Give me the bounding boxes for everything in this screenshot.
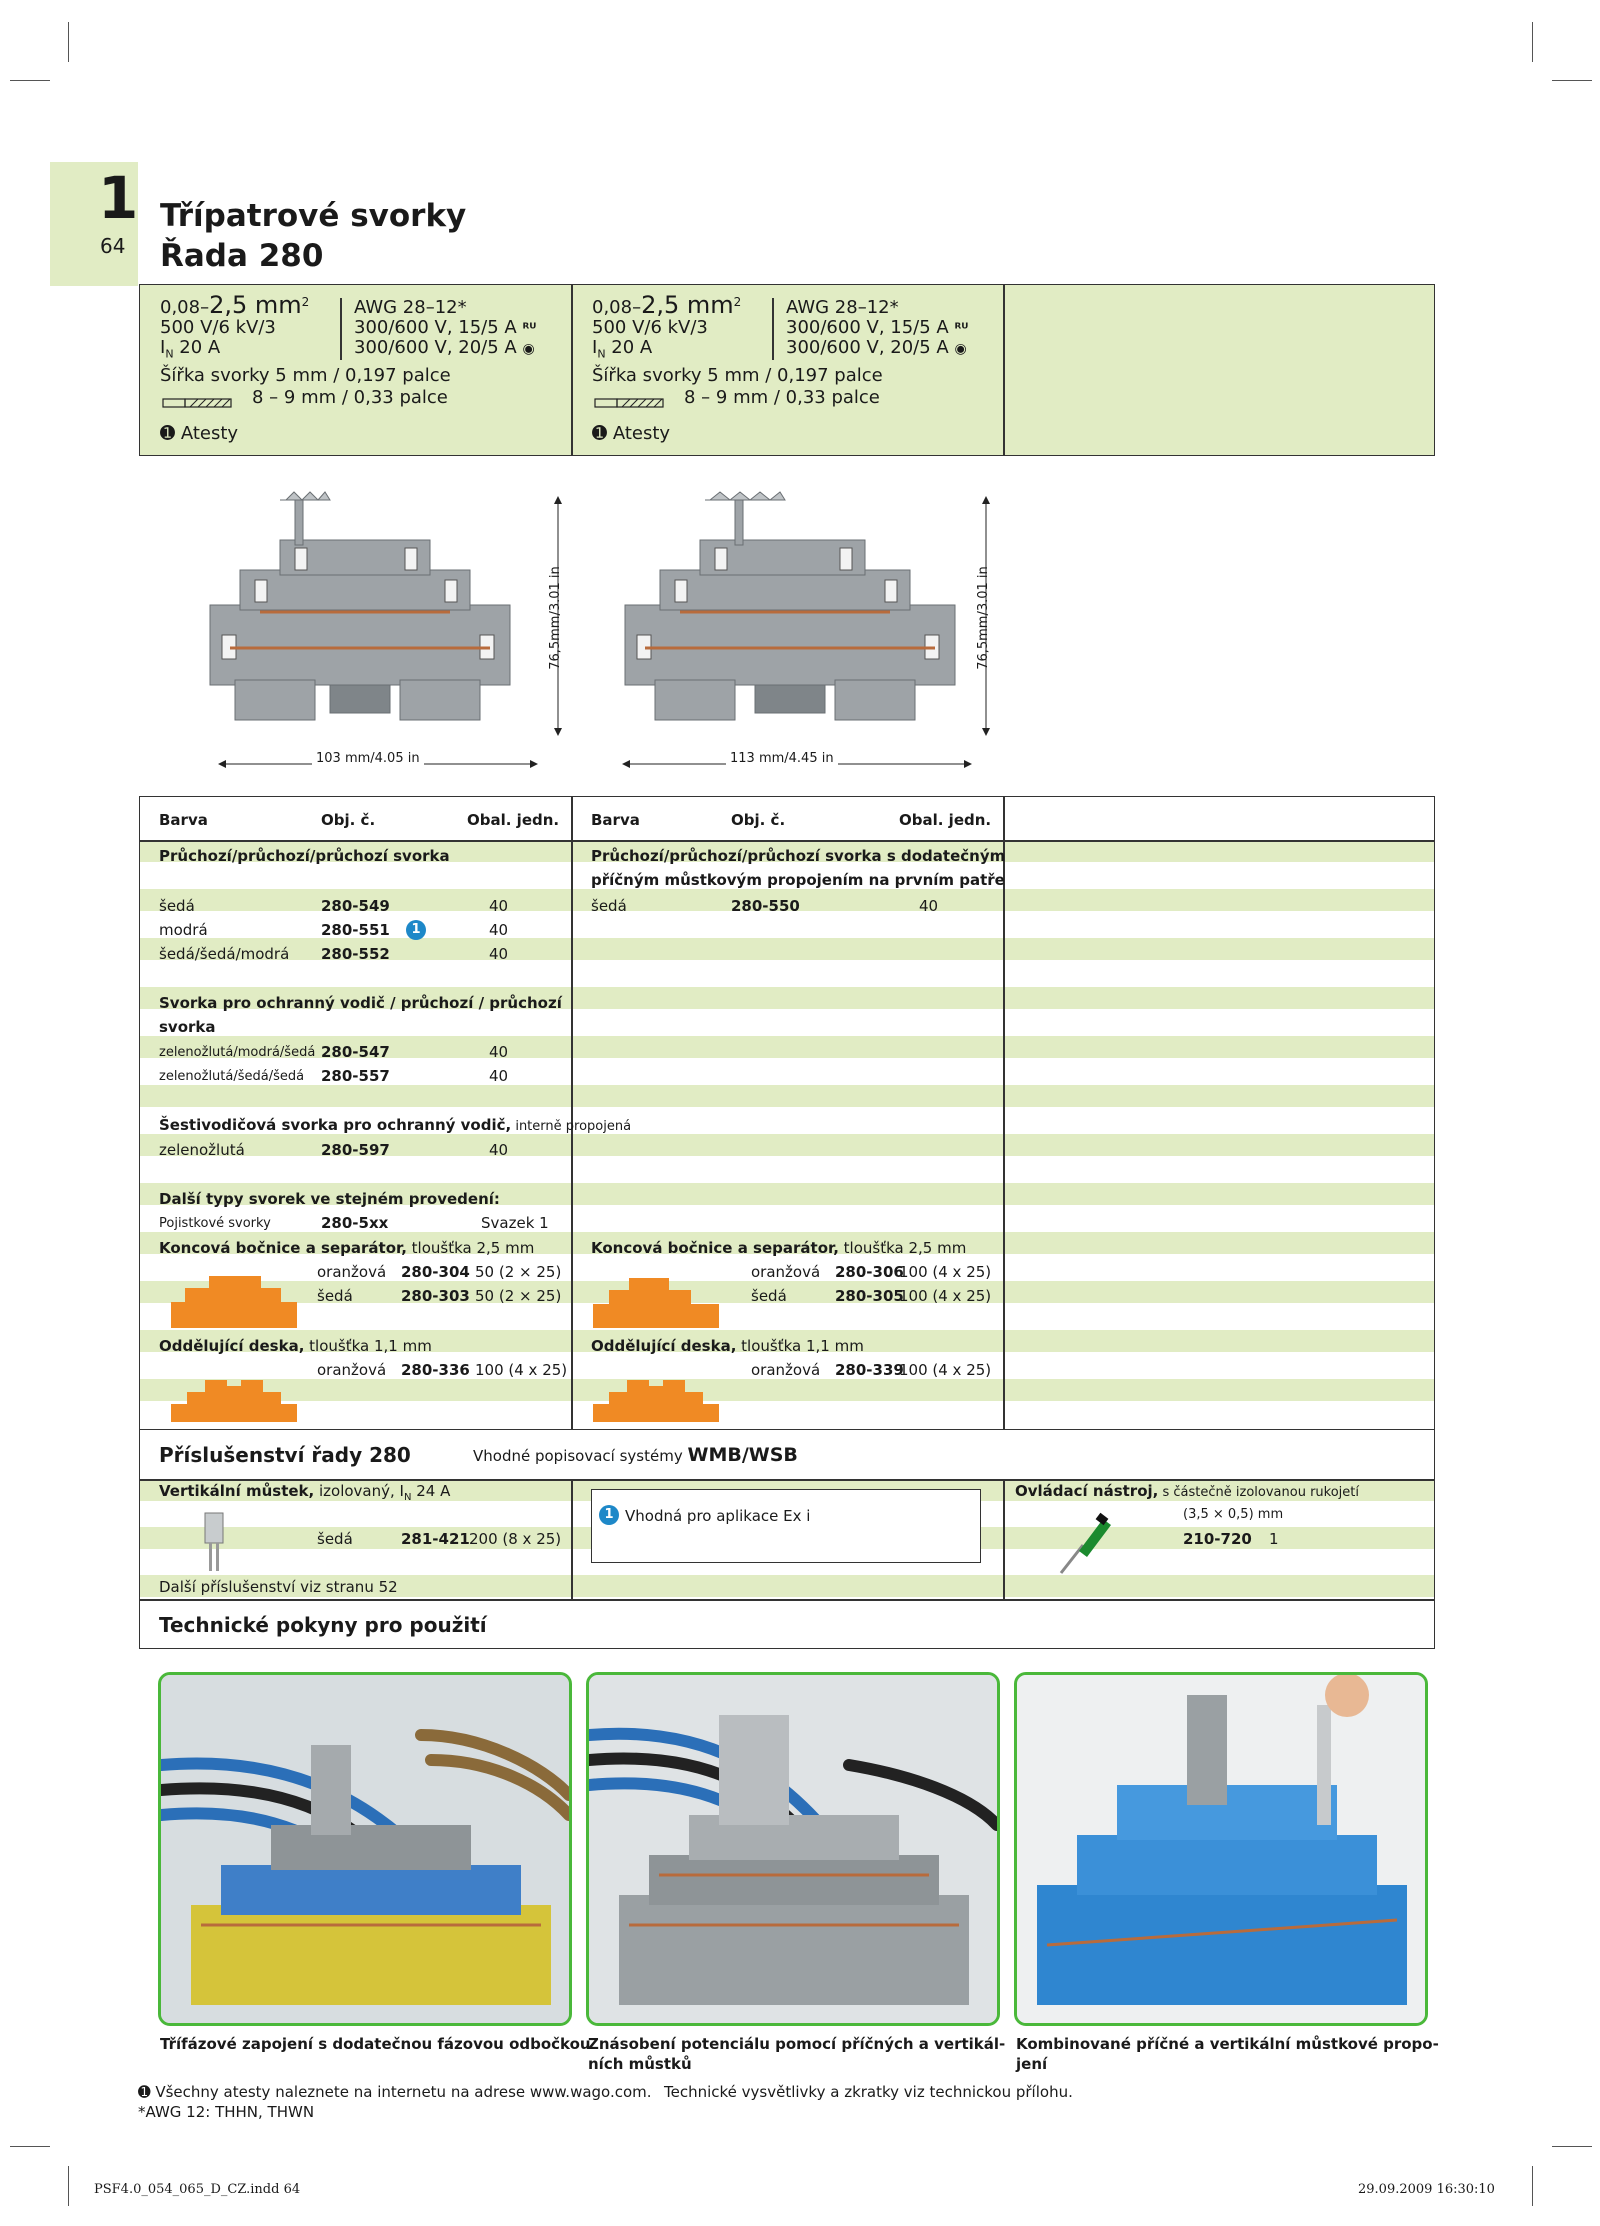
cross-section-value: 2,5 mm xyxy=(209,291,302,319)
row-color: oranžová xyxy=(751,1361,821,1379)
marking-prefix: Vhodné popisovací systémy xyxy=(473,1447,688,1465)
technical-footnote: Technické vysvětlivky a zkratky viz technickou přílohu. xyxy=(664,2083,1073,2101)
row-color: zelenožlutá/modrá/šedá xyxy=(159,1045,316,1060)
cross-section xyxy=(160,292,309,318)
pack-unit: 1 xyxy=(1269,1530,1279,1548)
section-title-normal: izolovaný, I xyxy=(314,1482,404,1500)
pack-unit: 100 (4 x 25) xyxy=(475,1361,568,1379)
marking-systems xyxy=(473,1445,798,1466)
ul-icon: ᴿᵁ xyxy=(954,321,969,337)
page-title: Třípatrové svorky xyxy=(160,198,467,234)
photo-caption: jení xyxy=(1016,2055,1048,2073)
section-title: Svorka pro ochranný vodič / průchozí / průchozí xyxy=(159,994,562,1012)
pack-unit: 40 xyxy=(489,1067,509,1085)
section-title-normal: tloušťka 2,5 mm xyxy=(838,1239,967,1257)
rated-current xyxy=(160,338,220,365)
row-color: šedá xyxy=(591,897,627,915)
approvals-link[interactable] xyxy=(592,424,670,444)
width-label-left: 103 mm/4.05 in xyxy=(312,749,424,769)
ex-note-box xyxy=(591,1489,981,1563)
accessories-section xyxy=(139,1429,1435,1649)
item-number[interactable]: 280-305 xyxy=(835,1287,904,1305)
pack-unit: 40 xyxy=(489,921,509,939)
partition-plate-image xyxy=(591,1374,721,1424)
csa-icon: ◉ xyxy=(954,341,967,357)
col-header-pack: Obal. jedn. xyxy=(899,811,992,829)
approvals-label: Atesty xyxy=(607,423,671,444)
strip-length: 8 – 9 mm / 0,33 palce xyxy=(252,387,448,408)
section-title-sub: N xyxy=(403,1492,412,1503)
more-accessories-link[interactable]: Další příslušenství viz stranu 52 xyxy=(159,1578,398,1596)
section-title: svorka xyxy=(159,1018,216,1036)
application-photo-3 xyxy=(1014,1672,1428,2026)
crop-mark xyxy=(1532,22,1533,62)
crop-mark xyxy=(1552,2146,1592,2147)
end-plate-image xyxy=(169,1274,299,1330)
section-title-normal: s částečně izolovanou rukojetí xyxy=(1158,1485,1359,1500)
cross-section-sup: 2 xyxy=(733,295,742,309)
photo-caption: Kombinované příčné a vertikální můstkové propo- xyxy=(1016,2035,1439,2053)
section-title-normal: tloušťka 1,1 mm xyxy=(304,1337,432,1355)
height-label-right: 76,5mm/3.01 in xyxy=(975,566,991,670)
crop-mark xyxy=(1552,80,1592,81)
row-color: šedá xyxy=(751,1287,787,1305)
section-title xyxy=(1015,1481,1359,1503)
voltage: 500 V/6 kV/3 xyxy=(592,317,708,338)
spec-divider xyxy=(1003,284,1005,456)
row-color: šedá/šedá/modrá xyxy=(159,945,290,963)
row-color: šedá xyxy=(159,897,195,915)
ordering-table xyxy=(139,796,1435,1430)
ex-note-text: Vhodná pro aplikace Ex i xyxy=(625,1507,811,1525)
vertical-jumper-image xyxy=(201,1509,227,1573)
csa-rating xyxy=(354,338,535,359)
section-title xyxy=(159,1115,631,1137)
current-value: 20 A xyxy=(173,337,221,358)
ul-rating xyxy=(786,318,968,339)
item-number[interactable]: 280-304 xyxy=(401,1263,470,1281)
section-title-bold: Šestivodičová svorka pro ochranný vodič, xyxy=(159,1116,512,1134)
table-frame xyxy=(139,796,1435,1430)
pack-unit: 40 xyxy=(489,1141,509,1159)
item-number[interactable]: 280-339 xyxy=(835,1361,904,1379)
row-color: šedá xyxy=(317,1530,353,1548)
accessories-rule xyxy=(139,1599,1435,1601)
photo-caption: Třífázové zapojení s dodatečnou fázovou odbočkou xyxy=(160,2035,591,2053)
ex-note-badge-label: 1 xyxy=(604,1507,614,1522)
awg: AWG 28–12* xyxy=(786,297,899,318)
current-prefix: I xyxy=(160,337,166,358)
cross-section xyxy=(592,292,741,318)
item-number[interactable]: 280-557 xyxy=(321,1067,390,1085)
spec-column-2 xyxy=(592,292,992,452)
terminal-block-drawing-right xyxy=(615,480,985,750)
csa-icon: ◉ xyxy=(522,341,535,357)
awg-footnote: *AWG 12: THHN, THWN xyxy=(138,2103,315,2121)
accessories-divider xyxy=(1003,1479,1005,1599)
crop-mark xyxy=(68,22,69,62)
approvals-footnote xyxy=(138,2082,652,2102)
photo-caption: ních můstků xyxy=(588,2055,692,2073)
section-title-bold: Oddělující deska, xyxy=(591,1337,737,1355)
table-divider xyxy=(1003,796,1005,1430)
section-title-end: 24 A xyxy=(411,1482,451,1500)
crop-mark xyxy=(68,2166,69,2206)
terminal-block-drawing-left xyxy=(200,480,560,750)
item-number[interactable]: 280-303 xyxy=(401,1287,470,1305)
application-photo-2 xyxy=(586,1672,1000,2026)
pack-unit: 40 xyxy=(489,1043,509,1061)
screwdriver-icon xyxy=(1057,1511,1113,1575)
accessories-divider xyxy=(571,1479,573,1599)
item-number[interactable]: 280-549 xyxy=(321,897,390,915)
terminal-width: Šířka svorky 5 mm / 0,197 palce xyxy=(160,365,451,386)
spec-inner-divider xyxy=(772,298,774,360)
col-header-color: Barva xyxy=(159,811,208,829)
approvals-marker-icon: ➊ xyxy=(138,2083,151,2101)
pack-unit: 40 xyxy=(489,897,509,915)
crop-mark xyxy=(10,80,50,81)
csa-rating-text: 300/600 V, 20/5 A xyxy=(786,337,949,358)
section-title xyxy=(159,1481,450,1508)
section-title xyxy=(159,1238,534,1258)
pack-unit: 200 (8 x 25) xyxy=(469,1530,562,1548)
section-title xyxy=(591,1238,966,1258)
section-title: Průchozí/průchozí/průchozí svorka xyxy=(159,847,450,865)
pack-unit: 40 xyxy=(489,945,509,963)
awg: AWG 28–12* xyxy=(354,297,467,318)
item-number[interactable]: 280-5xx xyxy=(321,1214,389,1232)
item-number[interactable]: 280-547 xyxy=(321,1043,390,1061)
item-number[interactable]: 280-306 xyxy=(835,1263,904,1281)
page-subtitle: Řada 280 xyxy=(160,238,324,274)
item-number[interactable]: 280-336 xyxy=(401,1361,470,1379)
section-title: Další typy svorek ve stejném provedení: xyxy=(159,1190,500,1208)
chapter-number: 1 xyxy=(98,164,139,232)
height-label-left: 76,5mm/3.01 in xyxy=(547,566,563,670)
col-header-item: Obj. č. xyxy=(321,811,376,829)
row-color: oranžová xyxy=(751,1263,821,1281)
cross-section-prefix: 0,08– xyxy=(592,297,642,318)
approvals-label: Atesty xyxy=(175,423,239,444)
spec-inner-divider xyxy=(340,298,342,360)
spec-divider xyxy=(571,284,573,456)
print-slug-file: PSF4.0_054_065_D_CZ.indd 64 xyxy=(94,2182,301,2197)
section-title-normal: tloušťka 2,5 mm xyxy=(406,1239,535,1257)
table-divider xyxy=(571,796,573,1430)
row-color: modrá xyxy=(159,921,208,939)
accessories-title: Příslušenství řady 280 xyxy=(159,1443,411,1467)
ex-note-badge-label: 1 xyxy=(411,922,421,937)
pack-unit: 100 (4 x 25) xyxy=(899,1361,992,1379)
row-color: zelenožlutá/šedá/šedá xyxy=(159,1069,305,1084)
section-title-normal: tloušťka 1,1 mm xyxy=(736,1337,864,1355)
photo-caption: Znásobení potenciálu pomocí příčných a vertikál- xyxy=(588,2035,1006,2053)
ex-note-badge-icon xyxy=(406,920,426,940)
application-photo-1 xyxy=(158,1672,572,2026)
row-color: oranžová xyxy=(317,1263,387,1281)
ul-icon: ᴿᵁ xyxy=(522,321,537,337)
ul-rating-text: 300/600 V, 15/5 A xyxy=(354,317,517,338)
current-sub: N xyxy=(165,347,174,361)
item-number[interactable]: 280-551 xyxy=(321,921,390,939)
strip-length-icon xyxy=(162,394,234,404)
current-value: 20 A xyxy=(605,337,653,358)
section-title-bold: Koncová bočnice a separátor, xyxy=(591,1239,839,1257)
section-title-normal: interně propojená xyxy=(511,1119,632,1134)
strip-length: 8 – 9 mm / 0,33 palce xyxy=(684,387,880,408)
csa-rating xyxy=(786,338,967,359)
col-header-color: Barva xyxy=(591,811,640,829)
row-color: oranžová xyxy=(317,1361,387,1379)
approvals-link[interactable] xyxy=(160,424,238,444)
pack-unit: 40 xyxy=(919,897,939,915)
csa-rating-text: 300/600 V, 20/5 A xyxy=(354,337,517,358)
approvals-footnote-text: Všechny atesty naleznete na internetu na adrese www.wago.com. xyxy=(150,2083,652,2101)
pack-unit: 50 (2 × 25) xyxy=(475,1263,562,1281)
voltage: 500 V/6 kV/3 xyxy=(160,317,276,338)
approvals-marker-icon: ➊ xyxy=(160,423,176,444)
row-color: zelenožlutá xyxy=(159,1141,245,1159)
section-title-bold: Oddělující deska, xyxy=(159,1337,305,1355)
col-header-pack: Obal. jedn. xyxy=(467,811,560,829)
marking-systems-value: WMB/WSB xyxy=(687,1444,798,1466)
section-title-bold: Vertikální můstek, xyxy=(159,1482,315,1500)
row-color: Pojistkové svorky xyxy=(159,1216,271,1231)
print-slug-timestamp: 29.09.2009 16:30:10 xyxy=(1358,2182,1495,2197)
crop-mark xyxy=(10,2146,50,2147)
ex-note-badge-icon xyxy=(599,1505,619,1525)
approvals-marker-icon: ➊ xyxy=(592,423,608,444)
cross-section-prefix: 0,08– xyxy=(160,297,210,318)
section-title xyxy=(159,1336,432,1356)
strip-length-icon xyxy=(594,394,666,404)
ul-rating xyxy=(354,318,536,339)
table-header-rule xyxy=(139,840,1435,842)
width-label-right: 113 mm/4.45 in xyxy=(726,749,838,769)
pack-unit: 100 (4 x 25) xyxy=(899,1263,992,1281)
pack-unit: 100 (4 x 25) xyxy=(899,1287,992,1305)
end-plate-image xyxy=(591,1274,721,1330)
item-number[interactable]: 280-597 xyxy=(321,1141,390,1159)
cross-section-value: 2,5 mm xyxy=(641,291,734,319)
tool-size: (3,5 × 0,5) mm xyxy=(1183,1507,1284,1522)
row-color: šedá xyxy=(317,1287,353,1305)
item-number[interactable]: 210-720 xyxy=(1183,1530,1252,1548)
technical-notes-title: Technické pokyny pro použití xyxy=(159,1613,487,1637)
rated-current xyxy=(592,338,652,365)
pack-unit: 50 (2 × 25) xyxy=(475,1287,562,1305)
pack-unit: Svazek 1 xyxy=(481,1214,549,1232)
crop-mark xyxy=(1532,2166,1533,2206)
current-prefix: I xyxy=(592,337,598,358)
terminal-width: Šířka svorky 5 mm / 0,197 palce xyxy=(592,365,883,386)
section-title: příčným můstkovým propojením na prvním patře xyxy=(591,871,1005,889)
item-number[interactable]: 280-552 xyxy=(321,945,390,963)
section-title-bold: Koncová bočnice a separátor, xyxy=(159,1239,407,1257)
cross-section-sup: 2 xyxy=(301,295,310,309)
item-number[interactable]: 281-421 xyxy=(401,1530,470,1548)
section-title: Průchozí/průchozí/průchozí svorka s dodatečným xyxy=(591,847,1006,865)
col-header-item: Obj. č. xyxy=(731,811,786,829)
partition-plate-image xyxy=(169,1374,299,1424)
ul-rating-text: 300/600 V, 15/5 A xyxy=(786,317,949,338)
page-number: 64 xyxy=(100,234,126,258)
spec-column-1 xyxy=(160,292,560,452)
item-number[interactable]: 280-550 xyxy=(731,897,800,915)
section-title-bold: Ovládací nástroj, xyxy=(1015,1482,1159,1500)
current-sub: N xyxy=(597,347,606,361)
section-title xyxy=(591,1336,864,1356)
